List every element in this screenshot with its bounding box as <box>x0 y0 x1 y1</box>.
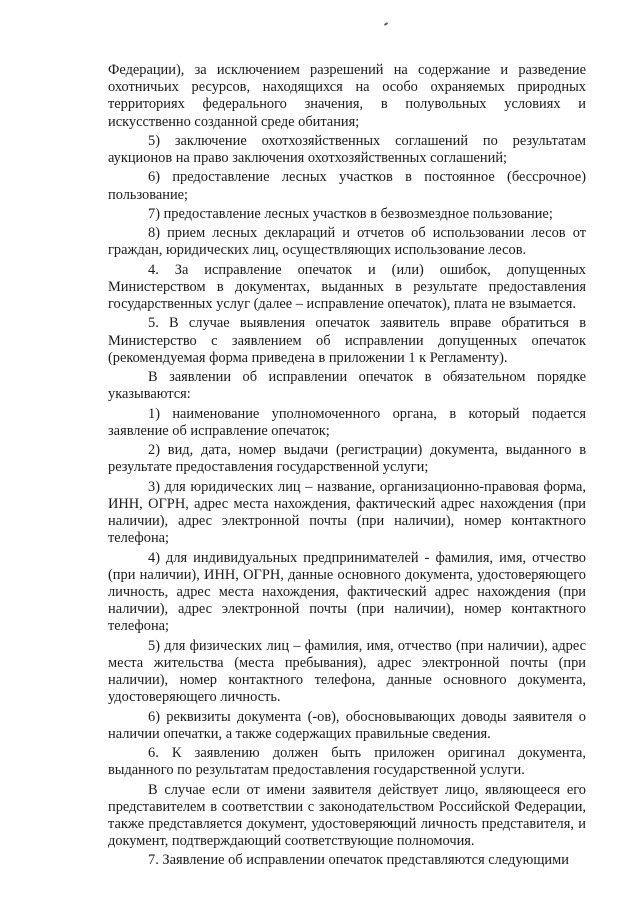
paragraph-req-3: 3) для юридических лиц – название, организационно-правовая форма, ИНН, ОГРН, адрес места нахождения, фактический адрес нахождения (при наличии), адрес электронной почты (при наличии), номер контактного телефона; <box>108 478 586 547</box>
paragraph-clause-6: 6. К заявлению должен быть приложен оригинал документа, выданного по результатам предоставления государственной услуги. <box>108 745 586 779</box>
paragraph-continuation: Федерации), за исключением разрешений на содержание и разведение охотничьих ресурсов, находящихся на особо охраняемых природных территориях федерального значения, в полувольных условиях и искусственно созданной среде обитания; <box>108 62 586 130</box>
paragraph-clause-7: 7. Заявление об исправлении опечаток представляются следующими <box>148 852 569 869</box>
document-page <box>108 62 586 870</box>
paragraph-req-6: 6) реквизиты документа (-ов), обосновывающих доводы заявителя о наличии опечатки, а также содержащих правильные сведения. <box>108 708 586 742</box>
paragraph-req-1: 1) наименование уполномоченного органа, в который подается заявление об исправление опечаток; <box>108 405 586 439</box>
paragraph-representative: В случае если от имени заявителя действует лицо, являющееся его представителем в соответствии с законодательством Российской Федерации, также представляется документ, удостоверяющий личность представителя, и документ, подтверждающий соответствующие полномочия. <box>108 781 586 850</box>
paragraph-application-requirements: В заявлении об исправлении опечаток в обязательном порядке указываются: <box>108 369 586 403</box>
paragraph-req-5: 5) для физических лиц – фамилия, имя, отчество (при наличии), адрес места жительства (места пребывания), адрес электронной почты (при наличии), номер контактного телефона, данные основного документа, удостоверяющего личность. <box>108 637 586 706</box>
paragraph-item-6-permanent-use: 6) предоставление лесных участков в постоянное (бессрочное) пользование; <box>108 169 586 203</box>
paragraph-req-2: 2) вид, дата, номер выдачи (регистрации) документа, выданного в результате предоставления государственной услуги; <box>108 442 586 476</box>
paragraph-item-7-free-use: 7) предоставление лесных участков в безвозмездное пользование; <box>148 205 553 222</box>
paragraph-item-5-hunting-agreements: 5) заключение охотхозяйственных соглашений по результатам аукционов на право заключения охотхозяйственных соглашений; <box>108 132 586 167</box>
paragraph-item-8-forest-declarations: 8) прием лесных деклараций и отчетов об использовании лесов от граждан, юридических лиц, осуществляющих использование лесов. <box>108 225 586 259</box>
scan-speck-top <box>384 22 388 26</box>
paragraph-clause-5: 5. В случае выявления опечаток заявитель вправе обратиться в Министерство с заявлением об исправлении допущенных опечаток (рекомендуемая форма приведена в приложении 1 к Регламенту). <box>108 315 586 366</box>
paragraph-clause-4: 4. За исправление опечаток и (или) ошибок, допущенных Министерством в документах, выданных в результате предоставления государственных услуг (далее – исправление опечаток), плата не взымается. <box>108 261 586 313</box>
paragraph-req-4: 4) для индивидуальных предпринимателей - фамилия, имя, отчество (при наличии), ИНН, ОГРН, данные основного документа, удостоверяющего личность, адрес места нахождения, фактический адрес нахождения (при наличии), адрес электронной почты (при наличии), номер контактного телефона; <box>108 549 586 635</box>
